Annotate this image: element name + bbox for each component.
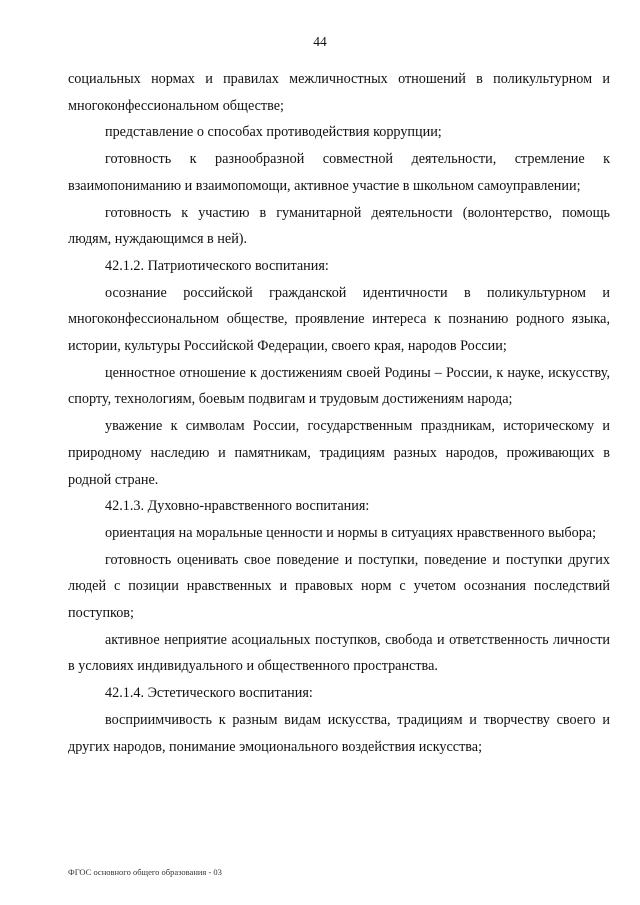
paragraph: восприимчивость к разным видам искусства, традициям и творчеству своего и других народов, понимание эмоционального воздействия искусства; [68, 711, 610, 755]
paragraph: осознание российской гражданской идентичности в поликультурном и многоконфессиональном обществе, проявление интереса к познанию родного языка, истории, культуры Российской Федерации, своего края, народов России; [68, 284, 610, 355]
section-heading: 42.1.3. Духовно-нравственного воспитания: [105, 498, 370, 515]
document-body [68, 66, 610, 760]
paragraph: уважение к символам России, государственным праздникам, историческому и природному наследию и памятникам, традициям разных народов, проживающих в родной стране. [68, 418, 610, 488]
page-footer: ФГОС основного общего образования - 03 [68, 867, 222, 877]
page-number: 44 [313, 34, 327, 49]
paragraph: социальных нормах и правилах межличностных отношений в поликультурном и многоконфессиональном обществе; [68, 71, 610, 114]
section-heading: 42.1.4. Эстетического воспитания: [105, 685, 313, 702]
paragraph: готовность к участию в гуманитарной деятельности (волонтерство, помощь людям, нуждающимся в ней). [68, 204, 610, 248]
section-heading: 42.1.2. Патриотического воспитания: [105, 257, 329, 274]
paragraph: ориентация на моральные ценности и нормы в ситуациях нравственного выбора; [105, 524, 597, 541]
paragraph: готовность оценивать свое поведение и поступки, поведение и поступки других людей с позиции нравственных и правовых норм с учетом осознания последствий поступков; [68, 551, 610, 622]
paragraph: готовность к разнообразной совместной деятельности, стремление к взаимопониманию и взаимопомощи, активное участие в школьном самоуправлении; [68, 151, 610, 194]
paragraph: представление о способах противодействия коррупции; [105, 124, 442, 141]
paragraph: ценностное отношение к достижениям своей Родины – России, к науке, искусству, спорту, технологиям, боевым подвигам и трудовым достижениям народа; [68, 364, 610, 408]
paragraph: активное неприятие асоциальных поступков, свобода и ответственность личности в условиях индивидуального и общественного пространства. [68, 631, 610, 675]
